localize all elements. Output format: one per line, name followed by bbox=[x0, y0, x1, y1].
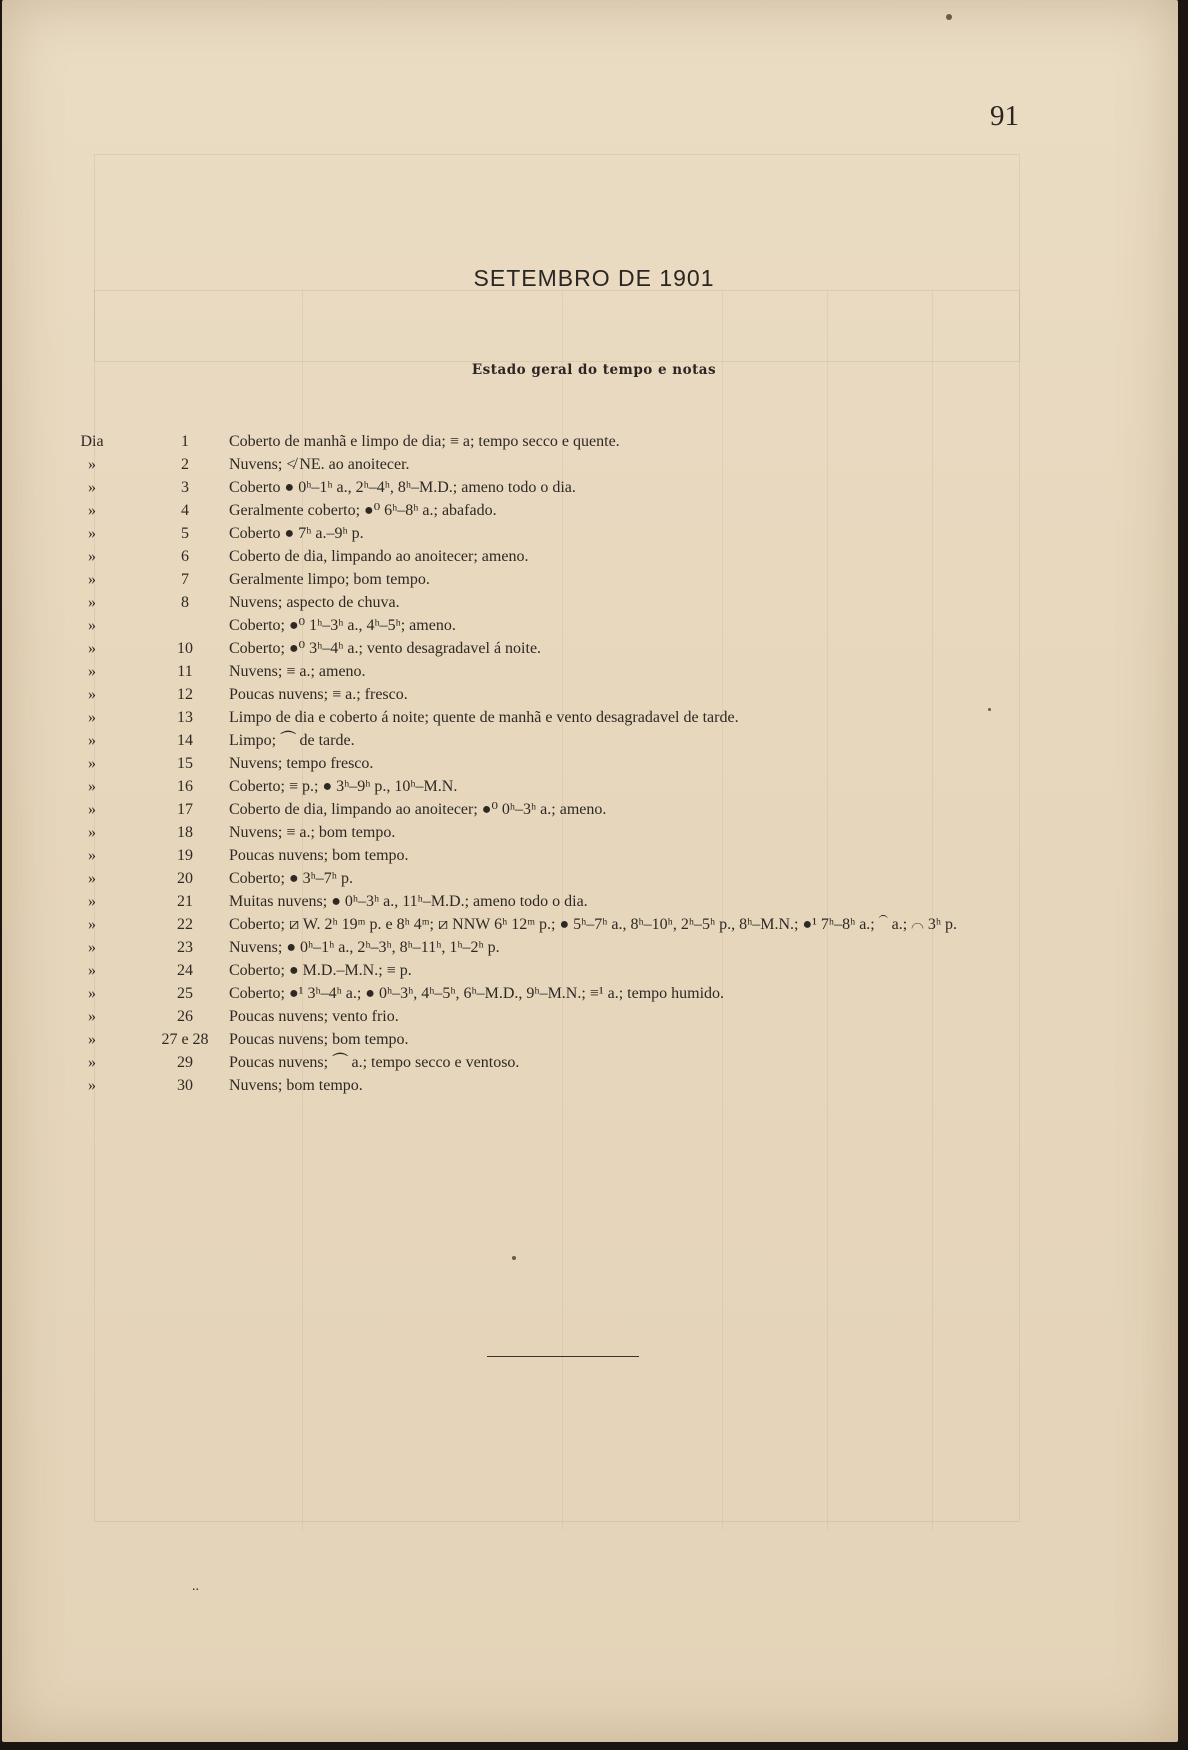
closing-rule bbox=[487, 1356, 639, 1357]
weather-note: Coberto de dia, limpando ao anoitecer; ameno. bbox=[229, 548, 529, 565]
list-item bbox=[0, 775, 1188, 798]
section-subtitle: Estado geral do tempo e notas bbox=[471, 362, 717, 378]
list-item bbox=[0, 729, 1188, 752]
list-item bbox=[0, 614, 1188, 637]
weather-note: Coberto; ⧄ W. 2ʰ 19ᵐ p. e 8ʰ 4ᵐ; ⧄ NNW 6ʰ 12ᵐ p.; ● 5ʰ–7ʰ a., 8ʰ–10ʰ, 2ʰ–5ʰ p., 8ʰ–M.N.; ●¹ 7ʰ–8ʰ a.; ⏜ a.; ⌒ 3ʰ p. bbox=[229, 916, 957, 933]
day-number: 6 bbox=[181, 548, 189, 565]
day-number: 25 bbox=[177, 985, 193, 1002]
day-number: 5 bbox=[181, 525, 189, 542]
weather-note: Nuvens; aspecto de chuva. bbox=[229, 594, 400, 611]
list-item bbox=[0, 913, 1188, 936]
list-item bbox=[0, 867, 1188, 890]
day-number: 26 bbox=[177, 1008, 193, 1025]
list-item bbox=[0, 591, 1188, 614]
day-number: 17 bbox=[177, 801, 193, 818]
weather-note: Nuvens; ≡ a.; bom tempo. bbox=[229, 824, 396, 841]
day-label: » bbox=[88, 594, 96, 611]
day-label: » bbox=[88, 755, 96, 772]
day-label: » bbox=[88, 663, 96, 680]
list-item bbox=[0, 499, 1188, 522]
day-label: » bbox=[88, 456, 96, 473]
day-label: » bbox=[88, 686, 96, 703]
list-item bbox=[0, 1074, 1188, 1097]
day-label: » bbox=[88, 778, 96, 795]
weather-note: Coberto; ● 3ʰ–7ʰ p. bbox=[229, 870, 353, 887]
day-number: 18 bbox=[177, 824, 193, 841]
list-item bbox=[0, 890, 1188, 913]
weather-note: Nuvens; bom tempo. bbox=[229, 1077, 363, 1094]
day-label: » bbox=[88, 870, 96, 887]
list-item bbox=[0, 844, 1188, 867]
list-item bbox=[0, 568, 1188, 591]
day-number: 3 bbox=[181, 479, 189, 496]
day-label: » bbox=[88, 640, 96, 657]
footer-marks: .. bbox=[192, 1579, 199, 1594]
day-label: » bbox=[88, 962, 96, 979]
list-item bbox=[0, 683, 1188, 706]
day-label: » bbox=[88, 916, 96, 933]
weather-note: Nuvens; tempo fresco. bbox=[229, 755, 374, 772]
day-number: 4 bbox=[181, 502, 189, 519]
day-label: » bbox=[88, 1031, 96, 1048]
weather-note: Limpo de dia e coberto á noite; quente de manhã e vento desagradavel de tarde. bbox=[229, 709, 739, 726]
day-label: » bbox=[88, 939, 96, 956]
day-label: » bbox=[88, 525, 96, 542]
day-label: » bbox=[88, 479, 96, 496]
day-number: 13 bbox=[177, 709, 193, 726]
list-item bbox=[0, 430, 1188, 453]
day-number: 11 bbox=[177, 663, 193, 680]
weather-note: Coberto de dia, limpando ao anoitecer; ●⁰ 0ʰ–3ʰ a.; ameno. bbox=[229, 801, 607, 818]
weather-note: Limpo; ⏜ de tarde. bbox=[229, 732, 355, 749]
day-number: 27 e 28 bbox=[161, 1031, 209, 1048]
day-label: » bbox=[88, 709, 96, 726]
list-item bbox=[0, 1005, 1188, 1028]
day-label: » bbox=[88, 1054, 96, 1071]
weather-notes-list bbox=[0, 430, 1188, 1097]
day-label: » bbox=[88, 847, 96, 864]
list-item bbox=[0, 752, 1188, 775]
day-number: 15 bbox=[177, 755, 193, 772]
weather-note: Poucas nuvens; ≡ a.; fresco. bbox=[229, 686, 408, 703]
weather-note: Nuvens; ≮ NE. ao anoitecer. bbox=[229, 456, 410, 473]
list-item bbox=[0, 982, 1188, 1005]
weather-note: Coberto ● 7ʰ a.–9ʰ p. bbox=[229, 525, 364, 542]
paper-speck bbox=[988, 708, 991, 711]
weather-note: Coberto; ●⁰ 1ʰ–3ʰ a., 4ʰ–5ʰ; ameno. bbox=[229, 617, 456, 634]
day-label: Dia bbox=[80, 433, 104, 450]
weather-note: Coberto ● 0ʰ–1ʰ a., 2ʰ–4ʰ, 8ʰ–M.D.; ameno todo o dia. bbox=[229, 479, 576, 496]
list-item bbox=[0, 706, 1188, 729]
list-item bbox=[0, 821, 1188, 844]
weather-note: Coberto de manhã e limpo de dia; ≡ a; tempo secco e quente. bbox=[229, 433, 620, 450]
weather-note: Poucas nuvens; bom tempo. bbox=[229, 1031, 409, 1048]
day-number: 19 bbox=[177, 847, 193, 864]
day-number: 2 bbox=[181, 456, 189, 473]
day-label: » bbox=[88, 617, 96, 634]
day-number: 30 bbox=[177, 1077, 193, 1094]
day-number: 21 bbox=[177, 893, 193, 910]
day-number: 24 bbox=[177, 962, 193, 979]
paper-speck bbox=[946, 14, 952, 20]
day-number: 14 bbox=[177, 732, 193, 749]
day-number: 23 bbox=[177, 939, 193, 956]
day-number: 12 bbox=[177, 686, 193, 703]
list-item bbox=[0, 637, 1188, 660]
weather-note: Coberto; ≡ p.; ● 3ʰ–9ʰ p., 10ʰ–M.N. bbox=[229, 778, 458, 795]
weather-note: Poucas nuvens; ⏜ a.; tempo secco e ventoso. bbox=[229, 1054, 520, 1071]
day-label: » bbox=[88, 502, 96, 519]
day-number: 16 bbox=[177, 778, 193, 795]
day-label: » bbox=[88, 1008, 96, 1025]
day-number: 1 bbox=[181, 433, 189, 450]
day-label: » bbox=[88, 985, 96, 1002]
weather-note: Coberto; ● M.D.–M.N.; ≡ p. bbox=[229, 962, 412, 979]
weather-note: Coberto; ●⁰ 3ʰ–4ʰ a.; vento desagradavel á noite. bbox=[229, 640, 542, 657]
page-number: 91 bbox=[990, 100, 1019, 132]
weather-note: Geralmente limpo; bom tempo. bbox=[229, 571, 430, 588]
weather-note: Nuvens; ≡ a.; ameno. bbox=[229, 663, 366, 680]
list-item bbox=[0, 453, 1188, 476]
show-through-header-band bbox=[94, 290, 1020, 362]
weather-note: Nuvens; ● 0ʰ–1ʰ a., 2ʰ–3ʰ, 8ʰ–11ʰ, 1ʰ–2ʰ p. bbox=[229, 939, 500, 956]
list-item bbox=[0, 798, 1188, 821]
day-number: 7 bbox=[181, 571, 189, 588]
weather-note: Geralmente coberto; ●⁰ 6ʰ–8ʰ a.; abafado. bbox=[229, 502, 497, 519]
list-item bbox=[0, 936, 1188, 959]
weather-note: Coberto; ●¹ 3ʰ–4ʰ a.; ● 0ʰ–3ʰ, 4ʰ–5ʰ, 6ʰ–M.D., 9ʰ–M.N.; ≡¹ a.; tempo humido. bbox=[229, 985, 725, 1002]
day-number: 20 bbox=[177, 870, 193, 887]
list-item bbox=[0, 545, 1188, 568]
list-item bbox=[0, 522, 1188, 545]
day-label: » bbox=[88, 1077, 96, 1094]
list-item bbox=[0, 1028, 1188, 1051]
weather-note: Poucas nuvens; bom tempo. bbox=[229, 847, 409, 864]
day-label: » bbox=[88, 893, 96, 910]
day-number: 29 bbox=[177, 1054, 193, 1071]
weather-note: Poucas nuvens; vento frio. bbox=[229, 1008, 399, 1025]
day-label: » bbox=[88, 824, 96, 841]
day-label: » bbox=[88, 801, 96, 818]
list-item bbox=[0, 959, 1188, 982]
list-item bbox=[0, 660, 1188, 683]
list-item bbox=[0, 1051, 1188, 1074]
weather-note: Muitas nuvens; ● 0ʰ–3ʰ a., 11ʰ–M.D.; ameno todo o dia. bbox=[229, 893, 588, 910]
day-number: 10 bbox=[177, 640, 193, 657]
paper-speck bbox=[512, 1256, 516, 1260]
day-number: 22 bbox=[177, 916, 193, 933]
page-title: SETEMBRO DE 1901 bbox=[473, 265, 715, 291]
day-label: » bbox=[88, 732, 96, 749]
list-item bbox=[0, 476, 1188, 499]
day-label: » bbox=[88, 571, 96, 588]
day-number: 8 bbox=[181, 594, 189, 611]
day-label: » bbox=[88, 548, 96, 565]
